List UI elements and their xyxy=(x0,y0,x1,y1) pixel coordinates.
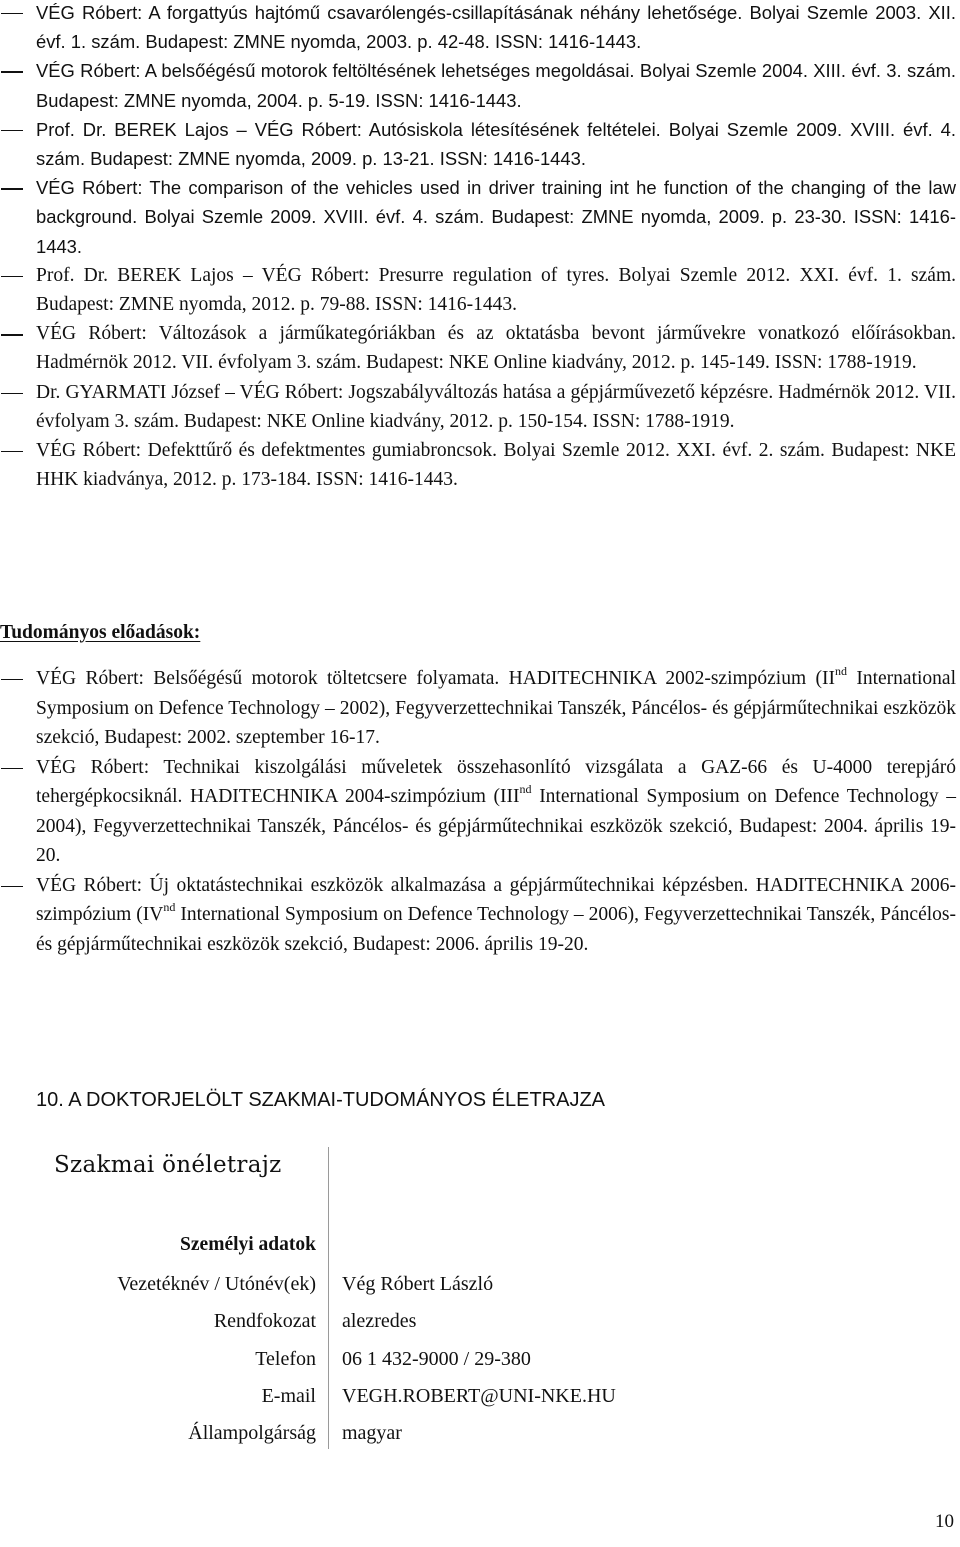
ordinal-suffix: nd xyxy=(519,782,532,796)
publication-list xyxy=(0,0,956,494)
page-number: 10 xyxy=(935,1511,954,1532)
cv-value: magyar xyxy=(342,1422,402,1444)
cv-label: Állampolgárság xyxy=(188,1422,316,1444)
talk-item xyxy=(0,664,956,753)
talk-list xyxy=(0,664,956,959)
chapter-title: 10. A DOKTORJELÖLT SZAKMAI-TUDOMÁNYOS ÉLETRAJZA xyxy=(36,1089,606,1111)
publication-item: VÉG Róbert: A forgattyús hajtómű csavarólengés-csillapításának néhány lehetősége. Bolyai Szemle 2003. XII. évf. 1. szám. Budapest: ZMNE nyomda, 2003. p. 42-48. ISSN: 1416-1443. xyxy=(0,0,956,56)
cv-row-phone xyxy=(0,1345,960,1373)
cv-label: Rendfokozat xyxy=(213,1310,316,1332)
publication-item: VÉG Róbert: The comparison of the vehicles used in driver training int he function of the changing of the law background. Bolyai Szemle 2009. XVIII. évf. 4. szám. Budapest: ZMNE nyomda, 2009. p. 23-30. ISSN: 1416-1443. xyxy=(0,173,956,261)
publication-item: VÉG Róbert: Változások a járműkategóriákban és az oktatásba bevont járművekre vonatkozó előírásokban. Hadmérnök 2012. VII. évfolyam 3. szám. Budapest: NKE Online kiadvány, 2012. p. 145-149. ISSN: 1788-1919. xyxy=(0,319,956,377)
cv-label: Telefon xyxy=(255,1348,316,1370)
cv-row-name xyxy=(0,1270,960,1298)
personal-data-heading: Személyi adatok xyxy=(180,1234,316,1255)
cv-row-rank xyxy=(0,1307,960,1335)
talk-item xyxy=(0,753,956,871)
talks-heading: Tudományos előadások: xyxy=(0,622,201,643)
ordinal-suffix: nd xyxy=(163,900,176,914)
publication-item: Prof. Dr. BEREK Lajos – VÉG Róbert: Presurre regulation of tyres. Bolyai Szemle 2012. XXI. évf. 1. szám. Budapest: ZMNE nyomda, 2012. p. 79-88. ISSN: 1416-1443. xyxy=(0,261,956,319)
cv-title: Szakmai önéletrajz xyxy=(54,1152,282,1178)
cv-row-citizenship xyxy=(0,1419,960,1447)
publication-item: Prof. Dr. BEREK Lajos – VÉG Róbert: Autósiskola létesítésének feltételei. Bolyai Szemle 2009. XVIII. évf. 4. szám. Budapest: ZMNE nyomda, 2009. p. 13-21. ISSN: 1416-1443. xyxy=(0,115,956,173)
talk-text: VÉG Róbert: Új oktatástechnikai eszközök alkalmazása a gépjárműtechnikai képzésben. HADITECHNIKA 2006-szimpózium (IV xyxy=(36,874,956,925)
cv-label: Vezetéknév / Utónév(ek) xyxy=(117,1273,316,1295)
ordinal-suffix: nd xyxy=(835,664,847,678)
talk-text: International Symposium on Defence Technology – 2006), Fegyverzettechnikai Tanszék, Páncélos- és gépjárműtechnikai eszközök szekció, Budapest: 2006. április 19-20. xyxy=(36,904,956,955)
publication-item: VÉG Róbert: Defekttűrő és defektmentes gumiabroncsok. Bolyai Szemle 2012. XXI. évf. 2. szám. Budapest: NKE HHK kiadványa, 2012. p. 173-184. ISSN: 1416-1443. xyxy=(0,436,956,494)
publication-item: Dr. GYARMATI József – VÉG Róbert: Jogszabályváltozás hatása a gépjárművezető képzésre. Hadmérnök 2012. VII. évfolyam 3. szám. Budapest: NKE Online kiadvány, 2012. p. 150-154. ISSN: 1788-1919. xyxy=(0,378,956,436)
cv-value: VEGH.ROBERT@UNI-NKE.HU xyxy=(342,1385,616,1407)
talk-text: VÉG Róbert: Technikai kiszolgálási műveletek összehasonlító vizsgálata a GAZ-66 és U-4000 terepjáró tehergépkocsiknál. HADITECHNIKA 2004-szimpózium (III xyxy=(36,756,956,807)
talk-text: International Symposium on Defence Technology – 2002), Fegyverzettechnikai Tanszék, Páncélos- és gépjárműtechnikai eszközök szekció, Budapest: 2002. szeptember 16-17. xyxy=(36,668,956,748)
cv-row-email xyxy=(0,1382,960,1410)
talk-text: VÉG Róbert: Belsőégésű motorok töltetcsere folyamata. HADITECHNIKA 2002-szimpózium (II xyxy=(36,668,835,689)
cv-value: Vég Róbert László xyxy=(342,1273,494,1295)
cv-value: alezredes xyxy=(342,1310,417,1332)
talk-item xyxy=(0,871,956,960)
talk-text: International Symposium on Defence Technology – 2004), Fegyverzettechnikai Tanszék, Páncélos- és gépjárműtechnikai eszközök szekció, Budapest: 2004. április 19-20. xyxy=(36,786,956,866)
cv-label: E-mail xyxy=(261,1385,316,1407)
publication-item: VÉG Róbert: A belsőégésű motorok feltöltésének lehetséges megoldásai. Bolyai Szemle 2004. XIII. évf. 3. szám. Budapest: ZMNE nyomda, 2004. p. 5-19. ISSN: 1416-1443. xyxy=(0,56,956,114)
cv-value: 06 1 432-9000 / 29-380 xyxy=(342,1348,531,1370)
